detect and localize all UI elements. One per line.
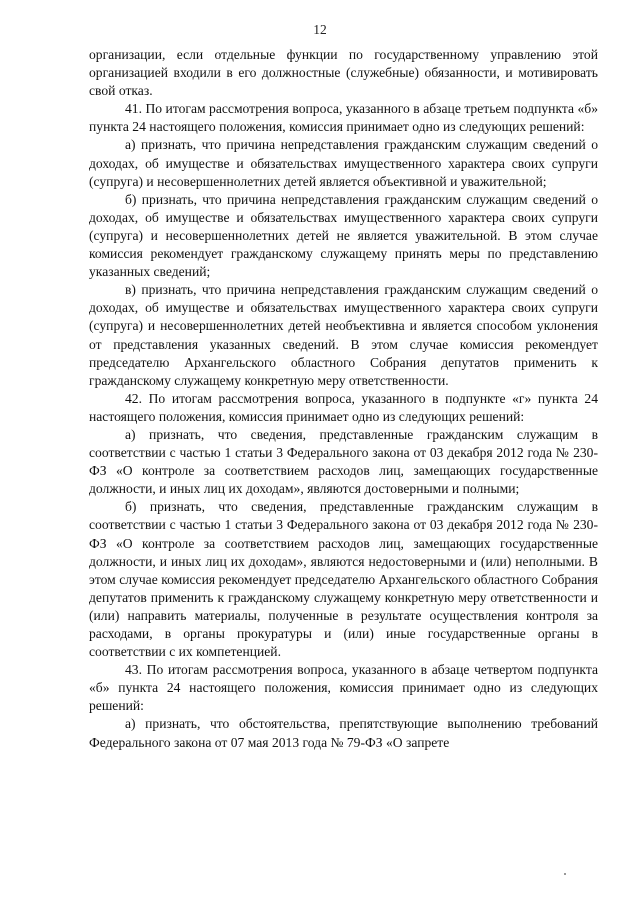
paragraph-item-42: 42. По итогам рассмотрения вопроса, указанного в подпункте «г» пункта 24 настоящего положения, комиссия принимает одно из следующих решений: [89,390,598,424]
paragraph-41-a: а) признать, что причина непредставления гражданским служащим сведений о доходах, об имуществе и обязательствах имущественного характера своих супруги (супруга) и несовершеннолетних детей является объективной и уважительной; [89,137,598,189]
paragraph-42-b: б) признать, что сведения, представленные гражданским служащим в соответствии с частью 1 статьи 3 Федерального закона от 03 декабря 2012 года № 230-ФЗ «О контроле за соответствием расходов лиц, замещающих государственные должности, и иных лиц их доходам», являются недостоверными и (или) неполными. В этом случае комиссия рекомендует председателю Архангельского областного Собрания депутатов применить к гражданскому служащему конкретную меру ответственности и (или) направить материалы, полученные в результате осуществления контроля за расходами, в органы прокуратуры и (или) иные государственные органы в соответствии с их компетенцией. [89,499,598,660]
paragraph-continuation: организации, если отдельные функции по государственному управлению этой организацией входили в его должностные (служебные) обязанности, и мотивировать свой отказ. [89,47,598,99]
paragraph-43-a: а) признать, что обстоятельства, препятствующие выполнению требований Федерального закона от 07 мая 2013 года № 79-ФЗ «О запрете [89,716,598,750]
paragraph-42-a: а) признать, что сведения, представленные гражданским служащим в соответствии с частью 1 статьи 3 Федерального закона от 03 декабря 2012 года № 230-ФЗ «О контроле за соответствием расходов лиц, замещающих государственные должности, и иных лиц их доходам», являются достоверными и полными; [89,426,598,497]
page-number: 12 [313,22,327,37]
document-body [89,46,598,752]
paragraph-item-41: 41. По итогам рассмотрения вопроса, указанного в абзаце третьем подпункта «б» пункта 24 настоящего положения, комиссия принимает одно из следующих решений: [89,101,598,135]
paragraph-41-v: в) признать, что причина непредставления гражданским служащим сведений о доходах, об имуществе и обязательствах имущественного характера своих супруги (супруга) и несовершеннолетних детей необъективна и является способом уклонения от представления указанных сведений. В этом случае комиссия рекомендует председателю Архангельского областного Собрания депутатов применить к гражданскому служащему конкретную меру ответственности. [89,282,598,388]
paragraph-41-b: б) признать, что причина непредставления гражданским служащим сведений о доходах, об имуществе и обязательствах имущественного характера своих супруги (супруга) и несовершеннолетних детей не является уважительной. В этом случае комиссия рекомендует гражданскому служащему принять меры по представлению указанных сведений; [89,191,598,280]
scan-speck [564,873,566,875]
paragraph-item-43: 43. По итогам рассмотрения вопроса, указанного в абзаце четвертом подпункта «б» пункта 24 настоящего положения, комиссия принимает одно из следующих решений: [89,662,598,714]
